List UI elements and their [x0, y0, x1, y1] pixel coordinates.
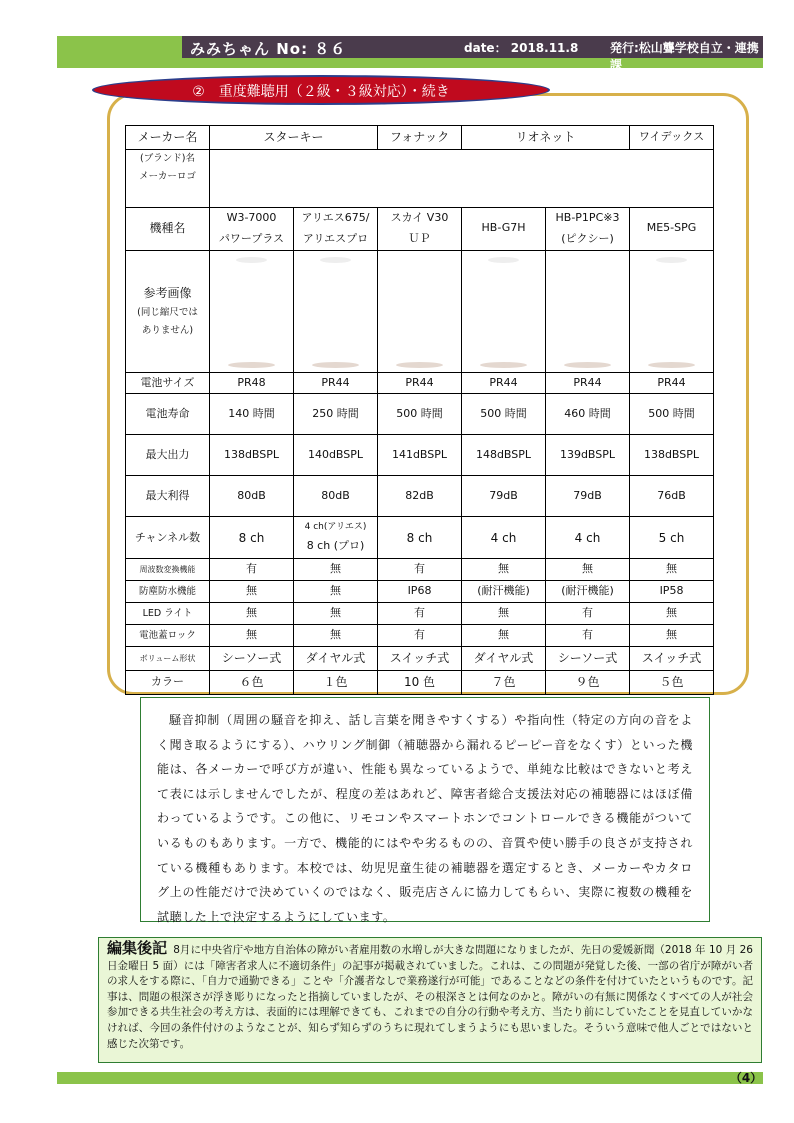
- hearing-aid-image: [546, 250, 630, 372]
- editor-note-box: [98, 937, 762, 1063]
- spec-row: [126, 603, 714, 625]
- spec-cell: 82dB: [378, 476, 462, 517]
- spec-row: [126, 435, 714, 476]
- issue-date: date： 2018.11.8: [464, 41, 579, 55]
- model-cell: [378, 207, 462, 250]
- row-label: ボリューム形状: [126, 647, 210, 671]
- spec-cell: 無: [630, 559, 714, 581]
- row-label: 最大利得: [126, 476, 210, 517]
- spec-cell: １色: [294, 670, 378, 694]
- spec-cell: (耐汗機能): [546, 581, 630, 603]
- spec-cell: 79dB: [462, 476, 546, 517]
- channel-line: 4 ch(アリエス): [304, 521, 367, 532]
- spec-cell: 無: [210, 581, 294, 603]
- model-line: ＵＰ: [408, 231, 431, 245]
- row-label: チャンネル数: [126, 517, 210, 559]
- spec-row: [126, 647, 714, 671]
- row-label: カラー: [126, 670, 210, 694]
- spec-row: [126, 559, 714, 581]
- publisher: 発行:松山聾学校自立・連携課: [610, 41, 759, 72]
- row-label: [126, 250, 210, 372]
- model-cell: [546, 207, 630, 250]
- row-label: 防塵防水機能: [126, 581, 210, 603]
- spec-cell: 有: [210, 559, 294, 581]
- comment-box: [140, 697, 710, 922]
- row-label: メーカー名: [126, 126, 210, 150]
- maker-cell: フォナック: [378, 126, 462, 150]
- brand-label: (ブランド)名: [140, 152, 195, 164]
- spec-cell: 80dB: [210, 476, 294, 517]
- spec-cell: PR44: [462, 372, 546, 394]
- hearing-aid-image: [630, 250, 714, 372]
- spec-cell: 460 時間: [546, 394, 630, 435]
- page-number: （4）: [729, 1071, 763, 1085]
- spec-cell: 有: [378, 603, 462, 625]
- section-title: ② 重度難聴用（２級・３級対応）・続き: [92, 75, 550, 105]
- spec-cell: ダイヤル式: [462, 647, 546, 671]
- spec-cell: ９色: [546, 670, 630, 694]
- spec-cell: シーソー式: [210, 647, 294, 671]
- spec-cell: 無: [462, 625, 546, 647]
- spec-cell: 141dBSPL: [378, 435, 462, 476]
- spec-cell: 138dBSPL: [210, 435, 294, 476]
- spec-cell: 4 ch: [546, 517, 630, 559]
- spec-cell: 有: [378, 559, 462, 581]
- editor-note: [99, 938, 761, 1052]
- spec-cell: 140dBSPL: [294, 435, 378, 476]
- spec-cell: PR44: [294, 372, 378, 394]
- row-label: 電池サイズ: [126, 372, 210, 394]
- row-label: 周波数変換機能: [126, 559, 210, 581]
- editor-note-heading: 編集後記: [107, 939, 168, 957]
- editor-note-body: 8月に中央省庁や地方自治体の障がい者雇用数の水増しが大きな問題になりましたが、先日の愛媛新聞（2018 年 10 月 26 日金曜日 5 面）には「障害者求人に不適切条件」の記事が掲載されていました。これは、この問題が発覚した後、一部の省庁が障がい者の求人をする際に、「自力で通勤できる」ことや「介護者なしで業務遂行が可能」であることなどの条件を付けていたというものです。記事は、問題の根深さが浮き彫りになったと指摘していましたが、その根深さとは何なのかと。障がいの有無に関係なくすべての人が社会参加できる共生社会の考え方は、表面的には理解できても、これまでの自分の行動や考え方、当たり前にしていたことを見直していかなければ、今回の条件付けのようなことが、知らず知らずのうちに現れてしまうようにも思いました。そういう意味で他人ごとではないと感じた次第です。: [107, 944, 753, 1050]
- spec-cell: 8 ch: [210, 517, 294, 559]
- spec-row: [126, 394, 714, 435]
- comment-text: 騒音抑制（周囲の騒音を抑え、話し言葉を聞きやすくする）や指向性（特定の方向の音をよく聞き取るようにする）、ハウリング制御（補聴器から漏れるピーピー音をなくす）といった機能は、各メーカーで呼び方が違い、性能も異なっているようで、単純な比較はできないと考えて表には示しませんでしたが、程度の差はあれど、障害者総合支援法対応の補聴器にはほぼ備わっているようです。この他に、リモコンやスマートホンでコントロールできる機能がついているものもあります。一方で、機能的にはやや劣るものの、音質や使い勝手の良さが支持されている機種もあります。本校では、幼児児童生徒の補聴器を選定するとき、メーカーやカタログ上の性能だけで決めていくのではなく、販売店さんに協力してもらい、実際に複数の機種を試聴した上で決定するようにしています。: [157, 713, 693, 924]
- spec-cell: 無: [210, 603, 294, 625]
- spec-cell: 無: [462, 559, 546, 581]
- spec-cell: PR44: [630, 372, 714, 394]
- spec-cell: 無: [546, 559, 630, 581]
- image-note: (同じ縮尺では: [137, 307, 198, 319]
- model-line: ME5-SPG: [646, 221, 697, 235]
- model-line: HB-P1PC※3: [555, 210, 620, 224]
- model-line: アリエス675/: [301, 210, 370, 224]
- spec-cell: 500 時間: [378, 394, 462, 435]
- spec-cell: 139dBSPL: [546, 435, 630, 476]
- spec-cell: ５色: [630, 670, 714, 694]
- model-line: スカイ V30: [390, 210, 449, 224]
- image-note: ありません): [141, 325, 194, 337]
- spec-cell: ６色: [210, 670, 294, 694]
- hearing-aid-spec-table: [125, 125, 714, 695]
- maker-cell: スターキー: [210, 126, 378, 150]
- maker-cell: ワイデックス: [630, 126, 714, 150]
- newsletter-title: みみちゃん No: ８６: [190, 40, 347, 58]
- spec-cell: 250 時間: [294, 394, 378, 435]
- spec-cell: 無: [294, 603, 378, 625]
- spec-cell: 4 ch: [462, 517, 546, 559]
- maker-row: [126, 126, 714, 150]
- spec-cell: 5 ch: [630, 517, 714, 559]
- spec-cell: 有: [378, 625, 462, 647]
- spec-cell: 138dBSPL: [630, 435, 714, 476]
- spec-cell: IP58: [630, 581, 714, 603]
- spec-cell: 無: [294, 559, 378, 581]
- model-line: W3-7000: [226, 210, 277, 224]
- spec-cell: 500 時間: [462, 394, 546, 435]
- model-line: HB-G7H: [481, 221, 526, 235]
- spec-cell: ダイヤル式: [294, 647, 378, 671]
- row-label: LED ライト: [126, 603, 210, 625]
- row-label: 電池蓋ロック: [126, 625, 210, 647]
- spec-cell: (耐汗機能): [462, 581, 546, 603]
- model-cell: [630, 207, 714, 250]
- image-label: 参考画像: [143, 285, 192, 300]
- image-row: [126, 250, 714, 372]
- channel-line: 8 ch (プロ): [306, 539, 365, 553]
- model-row: [126, 207, 714, 250]
- spec-cell: 無: [210, 625, 294, 647]
- model-cell: [462, 207, 546, 250]
- row-label: 電池寿命: [126, 394, 210, 435]
- spec-row: [126, 625, 714, 647]
- spec-cell: 無: [630, 625, 714, 647]
- model-line: パワープラス: [218, 231, 285, 245]
- spec-cell: 80dB: [294, 476, 378, 517]
- model-cell: [210, 207, 294, 250]
- row-label: [126, 149, 210, 207]
- row-label: 最大出力: [126, 435, 210, 476]
- spec-cell: ７色: [462, 670, 546, 694]
- spec-cell: 有: [546, 625, 630, 647]
- hearing-aid-image: [294, 250, 378, 372]
- spec-row: [126, 372, 714, 394]
- brand-row: [126, 149, 714, 207]
- model-cell: [294, 207, 378, 250]
- spec-cell: 8 ch: [378, 517, 462, 559]
- spec-cell: PR44: [546, 372, 630, 394]
- spec-cell: シーソー式: [546, 647, 630, 671]
- spec-cell: スイッチ式: [378, 647, 462, 671]
- spec-row: [126, 581, 714, 603]
- channel-row: [126, 517, 714, 559]
- spec-cell: 無: [294, 625, 378, 647]
- model-line: アリエスプロ: [302, 231, 369, 245]
- spec-cell: PR44: [378, 372, 462, 394]
- spec-cell: 無: [294, 581, 378, 603]
- spec-cell: 有: [546, 603, 630, 625]
- brand-logo-area: [210, 149, 714, 207]
- spec-cell: 無: [630, 603, 714, 625]
- spec-row: [126, 670, 714, 694]
- spec-cell: 76dB: [630, 476, 714, 517]
- spec-cell: [294, 517, 378, 559]
- spec-cell: 148dBSPL: [462, 435, 546, 476]
- maker-cell: リオネット: [462, 126, 630, 150]
- hearing-aid-image: [378, 250, 462, 372]
- spec-cell: 79dB: [546, 476, 630, 517]
- model-line: (ピクシー): [561, 231, 614, 245]
- spec-cell: PR48: [210, 372, 294, 394]
- spec-cell: スイッチ式: [630, 647, 714, 671]
- spec-cell: 500 時間: [630, 394, 714, 435]
- hearing-aid-image: [210, 250, 294, 372]
- spec-cell: 140 時間: [210, 394, 294, 435]
- logo-label: メーカーロゴ: [139, 170, 196, 182]
- spec-row: [126, 476, 714, 517]
- row-label: 機種名: [126, 207, 210, 250]
- hearing-aid-image: [462, 250, 546, 372]
- footer-green-band: [57, 1072, 763, 1084]
- spec-cell: IP68: [378, 581, 462, 603]
- spec-cell: 10 色: [378, 670, 462, 694]
- spec-cell: 無: [462, 603, 546, 625]
- header-bar: [182, 36, 763, 72]
